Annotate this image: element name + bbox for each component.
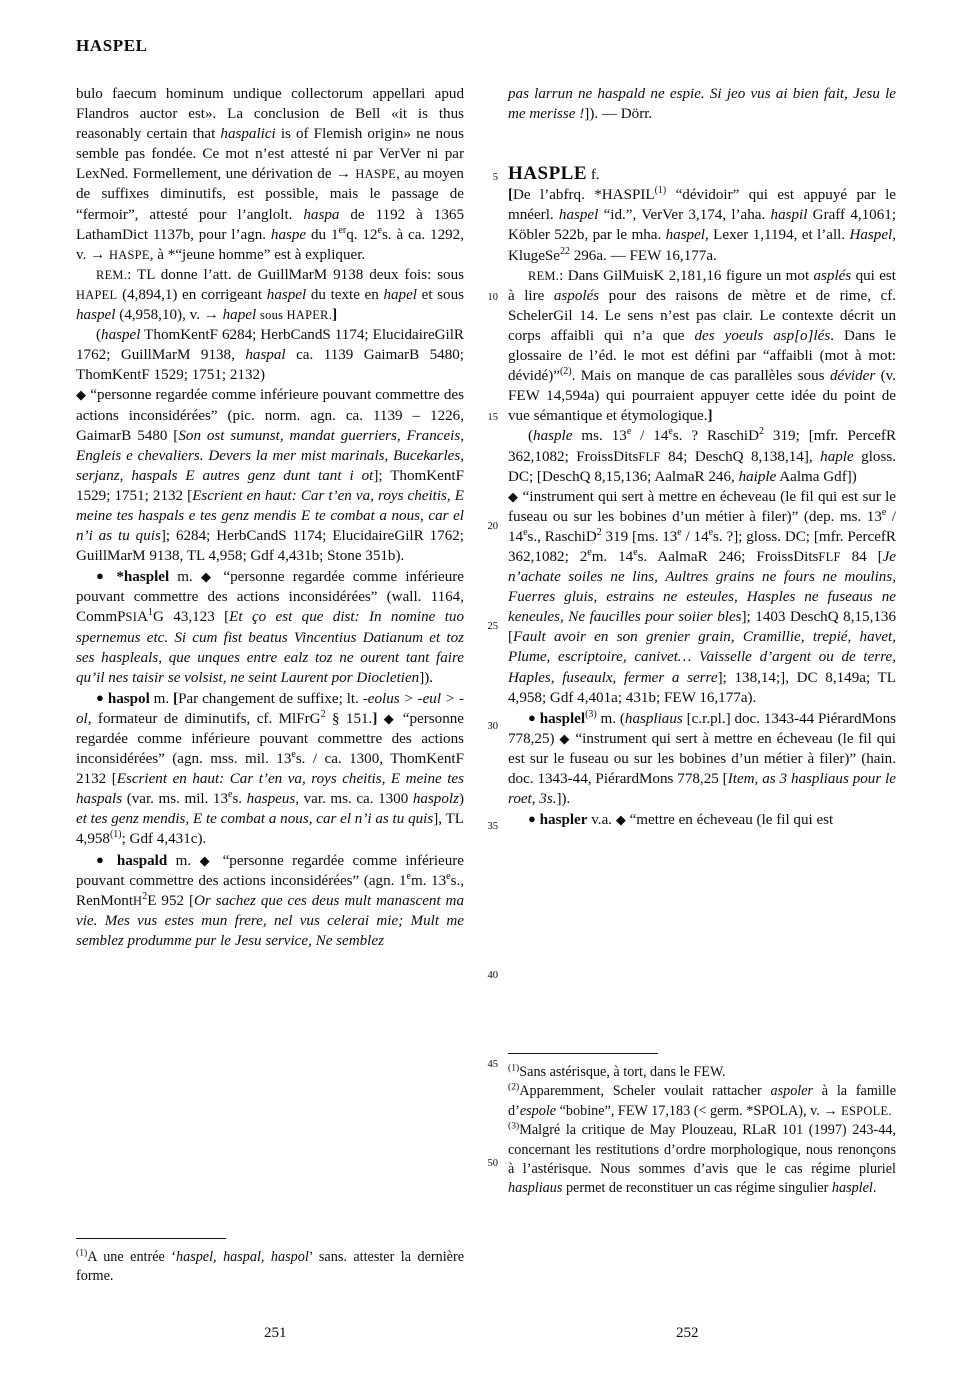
diamond-bullet-icon: ◆ (615, 812, 626, 828)
line-number: 45 (487, 1059, 498, 1070)
arrow-icon: → (823, 1102, 838, 1119)
folio-number-left: 251 (264, 1325, 287, 1341)
headword-hasplel: *hasplel (116, 569, 170, 586)
footnote-left-1: $^{(1)}$A une entrée ‘haspel, haspal, haspol’ sans. attester la dernière forme. (76, 1247, 464, 1285)
footnote-marker: (2) (508, 1081, 520, 1093)
paragraph-definition-hasple: ◆ “instrument qui sert à mettre en écheveau (le fil qui est sur le fuseau ou sur les bobines d’un métier à filer)” (dep. ms. 13e / 14es., RaschiD$^2$ 319 [ms. 13e / 14es. ?]; gloss. DC; [mfr. PercefR 362,1082; 2em. 14es. AalmaR 246; FroissDitsFLF 84 [Je n’achate soiles ne lins, Aultres grains ne fours ne moulins, Fuerres gluis, estrains ne esteules, Hasples ne fuseaus ne keneules, Ne faucilles pour soiier bles]; 1403 DeschQ 8,15,136 [Fault avoir en son grenier grain, Cramillie, trepié, havet, Plume, escriptoire, canivet… Vaisselle d’argent ou de terre, Haples, fuseaulx, fermer a serre]; 138,14;], DC 8,149a; TL 4,958; Gdf 4,401a; 431b; FEW 16,177a). (508, 488, 897, 706)
paragraph-attestations-haspel: (haspel ThomKentF 6284; HerbCandS 1174; ElucidaireGilR 1762; GuillMarM 9138, haspal ca. 1139 GaimarB 5480; ThomKentF 1529; 1751; 2132) (76, 327, 464, 384)
round-bullet-icon: ● (96, 851, 109, 867)
footnote-marker: (3) (508, 1120, 520, 1132)
line-number: 20 (487, 521, 498, 532)
round-bullet-icon: ● (528, 709, 536, 725)
headword-haspler: haspler (539, 812, 588, 829)
cross-reference-haspe-2: HASPE (109, 247, 150, 262)
headword-hasplel-right: hasplel (539, 710, 586, 727)
round-bullet-icon: ● (528, 811, 536, 827)
paragraph-definition-haspel: ◆ “personne regardée comme inférieure pouvant commettre des actions inconsidérées” (pic. norm. agn. ca. 1139 – 1226, GaimarB 5480 [Son ost sumunst, mandat guerriers, Franceis, Engleis e chevaliers. Devers la mer mist marinals, Bucekarles, serjanz, haspals E autres genz dunt tant i ot]; ThomKentF 1529; 1751; 2132 [Escrient en haut: Car t’en va, roys cheitis, E meine tes haspals e tes genz mendis E te combat a nous, car el n’i as tu quis]; 6284; HerbCandS 1174; ElucidaireGilR 1762; GuillMarM 9138, TL 4,958; Gdf 4,431b; Stone 351b). (76, 387, 465, 565)
paragraph-remark-left: REM.: TL donne l’att. de GuillMarM 9138 deux fois: sous HAPEL (4,894,1) en corrigeant haspel du texte en hapel et sous haspel (4,958,10), v. → hapel sous HAPER.] (76, 266, 464, 324)
line-number: 10 (487, 292, 498, 303)
arrow-icon: → (203, 307, 219, 324)
line-number: 15 (487, 412, 498, 423)
footnote-right-3: $^{(3)}$Malgré la critique de May Plouzeau, RLaR 101 (1997) 243-44, concernant les restitutions d’ordre morphologique, nous renonçons à l’astérisque. Nous sommes d’avis que le cas régime pluriel haspliaus permet de reconstituer un cas régime singulier hasplel. (508, 1120, 896, 1197)
diamond-bullet-icon: ◆ (200, 569, 216, 585)
diamond-bullet-icon: ◆ (508, 488, 519, 504)
cross-reference-hapel: HAPEL (76, 287, 118, 302)
line-number: 30 (487, 721, 498, 732)
line-number: 50 (487, 1158, 498, 1169)
label-rem: REM. (96, 267, 128, 282)
diamond-bullet-icon: ◆ (76, 387, 87, 403)
diamond-bullet-icon: ◆ (383, 710, 397, 726)
cross-reference-haspe: HASPE (355, 167, 397, 182)
arrow-icon: → (335, 166, 352, 183)
cross-reference-espole: ESPOLE. (841, 1103, 892, 1118)
line-number: 35 (487, 821, 498, 832)
footnote-right-2: $^{(2)}$Apparemment, Scheler voulait rattacher aspoler à la famille d’espole “bobine”, FEW 17,183 (< germ. *SPOLA), v. → ESPOLE. (508, 1081, 897, 1119)
entry-haspald: ● haspald m. ◆ “personne regardée comme inférieure pouvant commettre des actions inconsidérées” (agn. 1em. 13es., RenMontH$^2$E 952 [Or sachez que ces deus mult manascent ma vie. Mes vus estes mun frere, nel vus celerai mie; Mult me semblez produmme pur le Jesu service, Ne semblez (76, 851, 465, 949)
footnotes-left (76, 1238, 464, 1287)
paragraph-etymology-continued: bulo faecum hominum undique collectorum appellari apud Flandros auctor est». La conclusion de Bell «it is thus reasonably certain that haspalici is of Flemish origin» ne nous semble pas fondée. Ce mot n’est attesté ni par VerVer ni par LexNed. Formellement, une dérivation de → HASPE, au moyen de suffixes diminutifs, est possible, mais le passage de “fermoir”, attesté pour l’anglolt. haspa de 1192 à 1365 LathamDict 1137b, pour l’agn. haspe du 1erq. 12es. à ca. 1292, v. → HASPE, à *“jeune homme” est à expliquer. (76, 86, 464, 263)
footnote-marker: (1) (508, 1062, 520, 1074)
paragraph-citation-continued: pas larrun ne haspald ne espie. Si jeo vus ai bien fait, Jesu le me merisse !]). — Dörr. (508, 86, 896, 123)
column-left (76, 84, 464, 951)
headword-hasple: HASPLE (508, 163, 588, 185)
round-bullet-icon: ● (96, 568, 109, 584)
gender-hasple: f. (590, 167, 600, 184)
headword-haspol: haspol (107, 690, 150, 707)
round-bullet-icon: ● (96, 689, 104, 705)
entry-hasplel: ● *hasplel m. ◆ “personne regardée comme inférieure pouvant commettre des actions inconsidérées” (wall. 1164, CommPSIA$^1$G 43,123 [Et ço est que dist: In nomine tuo spernemus etc. Si cum fist beatus Vincentius Datianum et toz ses haspleals, que unques entre ealz toz ne ourent tant faire qu’il nes taisir se volsist, ne seint Laurent por Diocletien]). (76, 568, 465, 686)
line-number: 40 (487, 970, 498, 981)
folio-number-right: 252 (676, 1325, 699, 1341)
footnotes-right (508, 1053, 896, 1199)
entry-haspler: ● haspler v.a. ◆ “mettre en écheveau (le fil qui est (528, 811, 834, 829)
paragraph-etymology-hasple: [De l’abfrq. *HASPIL$^{(1)}$ “dévidoir” qui est appuyé par le mnéerl. haspel “id.”, VerVer 3,174, l’aha. haspil Graff 4,1061; Köbler 522b, par le mha. haspel, Lexer 1,1194, et l’all. Haspel, KlugeSe$^{22}$ 296a. — FEW 16,177a. (508, 185, 897, 264)
label-rem: REM. (528, 268, 560, 283)
entry-header-hasple (508, 164, 896, 185)
arrow-icon: → (90, 246, 106, 263)
footnote-marker: (1) (76, 1247, 88, 1259)
running-head: HASPEL (76, 36, 148, 55)
paragraph-attestations-hasple: (hasple ms. 13e / 14es. ? RaschiD$^2$ 319; [mfr. PercefR 362,1082; FroissDitsFLF 84; DeschQ 8,138,14], haple gloss. DC; [DeschQ 8,15,136; AalmaR 246, haiple Aalma Gdf]) (508, 426, 897, 485)
cross-reference-haper: sous HAPER. (259, 308, 333, 323)
diamond-bullet-icon: ◆ (199, 852, 215, 868)
footnote-separator (76, 1238, 226, 1239)
entry-haspol: ● haspol m. [Par changement de suffixe; lt. -eolus > -eul > -ol, formateur de diminutifs, cf. MlFrG$^2$ § 151.] ◆ “personne regardée comme inférieure pouvant commettre des actions inconsidérées” (agn. mss. mil. 13es. / ca. 1300, ThomKentF 2132 [Escrient en haut: Car t’en va, roys cheitis, E meine tes haspals (var. ms. mil. 13es. haspeus, var. ms. ca. 1300 haspolz) et tes genz mendis, E te combat a nous, car el n’i as tu quis], TL 4,958$^{(1)}$; Gdf 4,431c). (76, 689, 465, 848)
diamond-bullet-icon: ◆ (559, 730, 571, 746)
footnote-right-1: $^{(1)}$Sans astérisque, à tort, dans le FEW. (508, 1062, 726, 1080)
headword-haspald: haspald (116, 852, 168, 869)
footnote-separator (508, 1053, 658, 1054)
column-right (508, 84, 896, 830)
line-number: 5 (492, 172, 498, 183)
line-number: 25 (487, 621, 498, 632)
paragraph-remark-right: REM.: Dans GilMuisK 2,181,16 figure un mot asplés qui est à lire aspolés pour des raisons de mètre et de rime, cf. SchelerGil 14. Le sens n’est pas clair. Le contexte décrit un corps affaibli qui n’a que des yoeuls asp[o]lés. Dans le glossaire de l’éd. le mot est défini par “affaibli (mot à mot: dévidé)”$^{(2)}$. Mais on manque de cas parallèles sous dévider (v. FEW 14,594a) qui pourraient appuyer cette idée du point de vue sémantique et étymologique.] (508, 267, 897, 425)
entry-hasplel-right: ● hasplel$^{(3)}$ m. (haspliaus [c.r.pl.] doc. 1343-44 PiérardMons 778,25) ◆ “instrument qui sert à mettre en écheveau (le fil qui est sur le fuseau ou sur les bobines d’un métier à filer)” (hain. doc. 1343-44, PiérardMons 778,25 [Item, as 3 haspliaus pour le roet, 3s.]). (508, 708, 896, 808)
